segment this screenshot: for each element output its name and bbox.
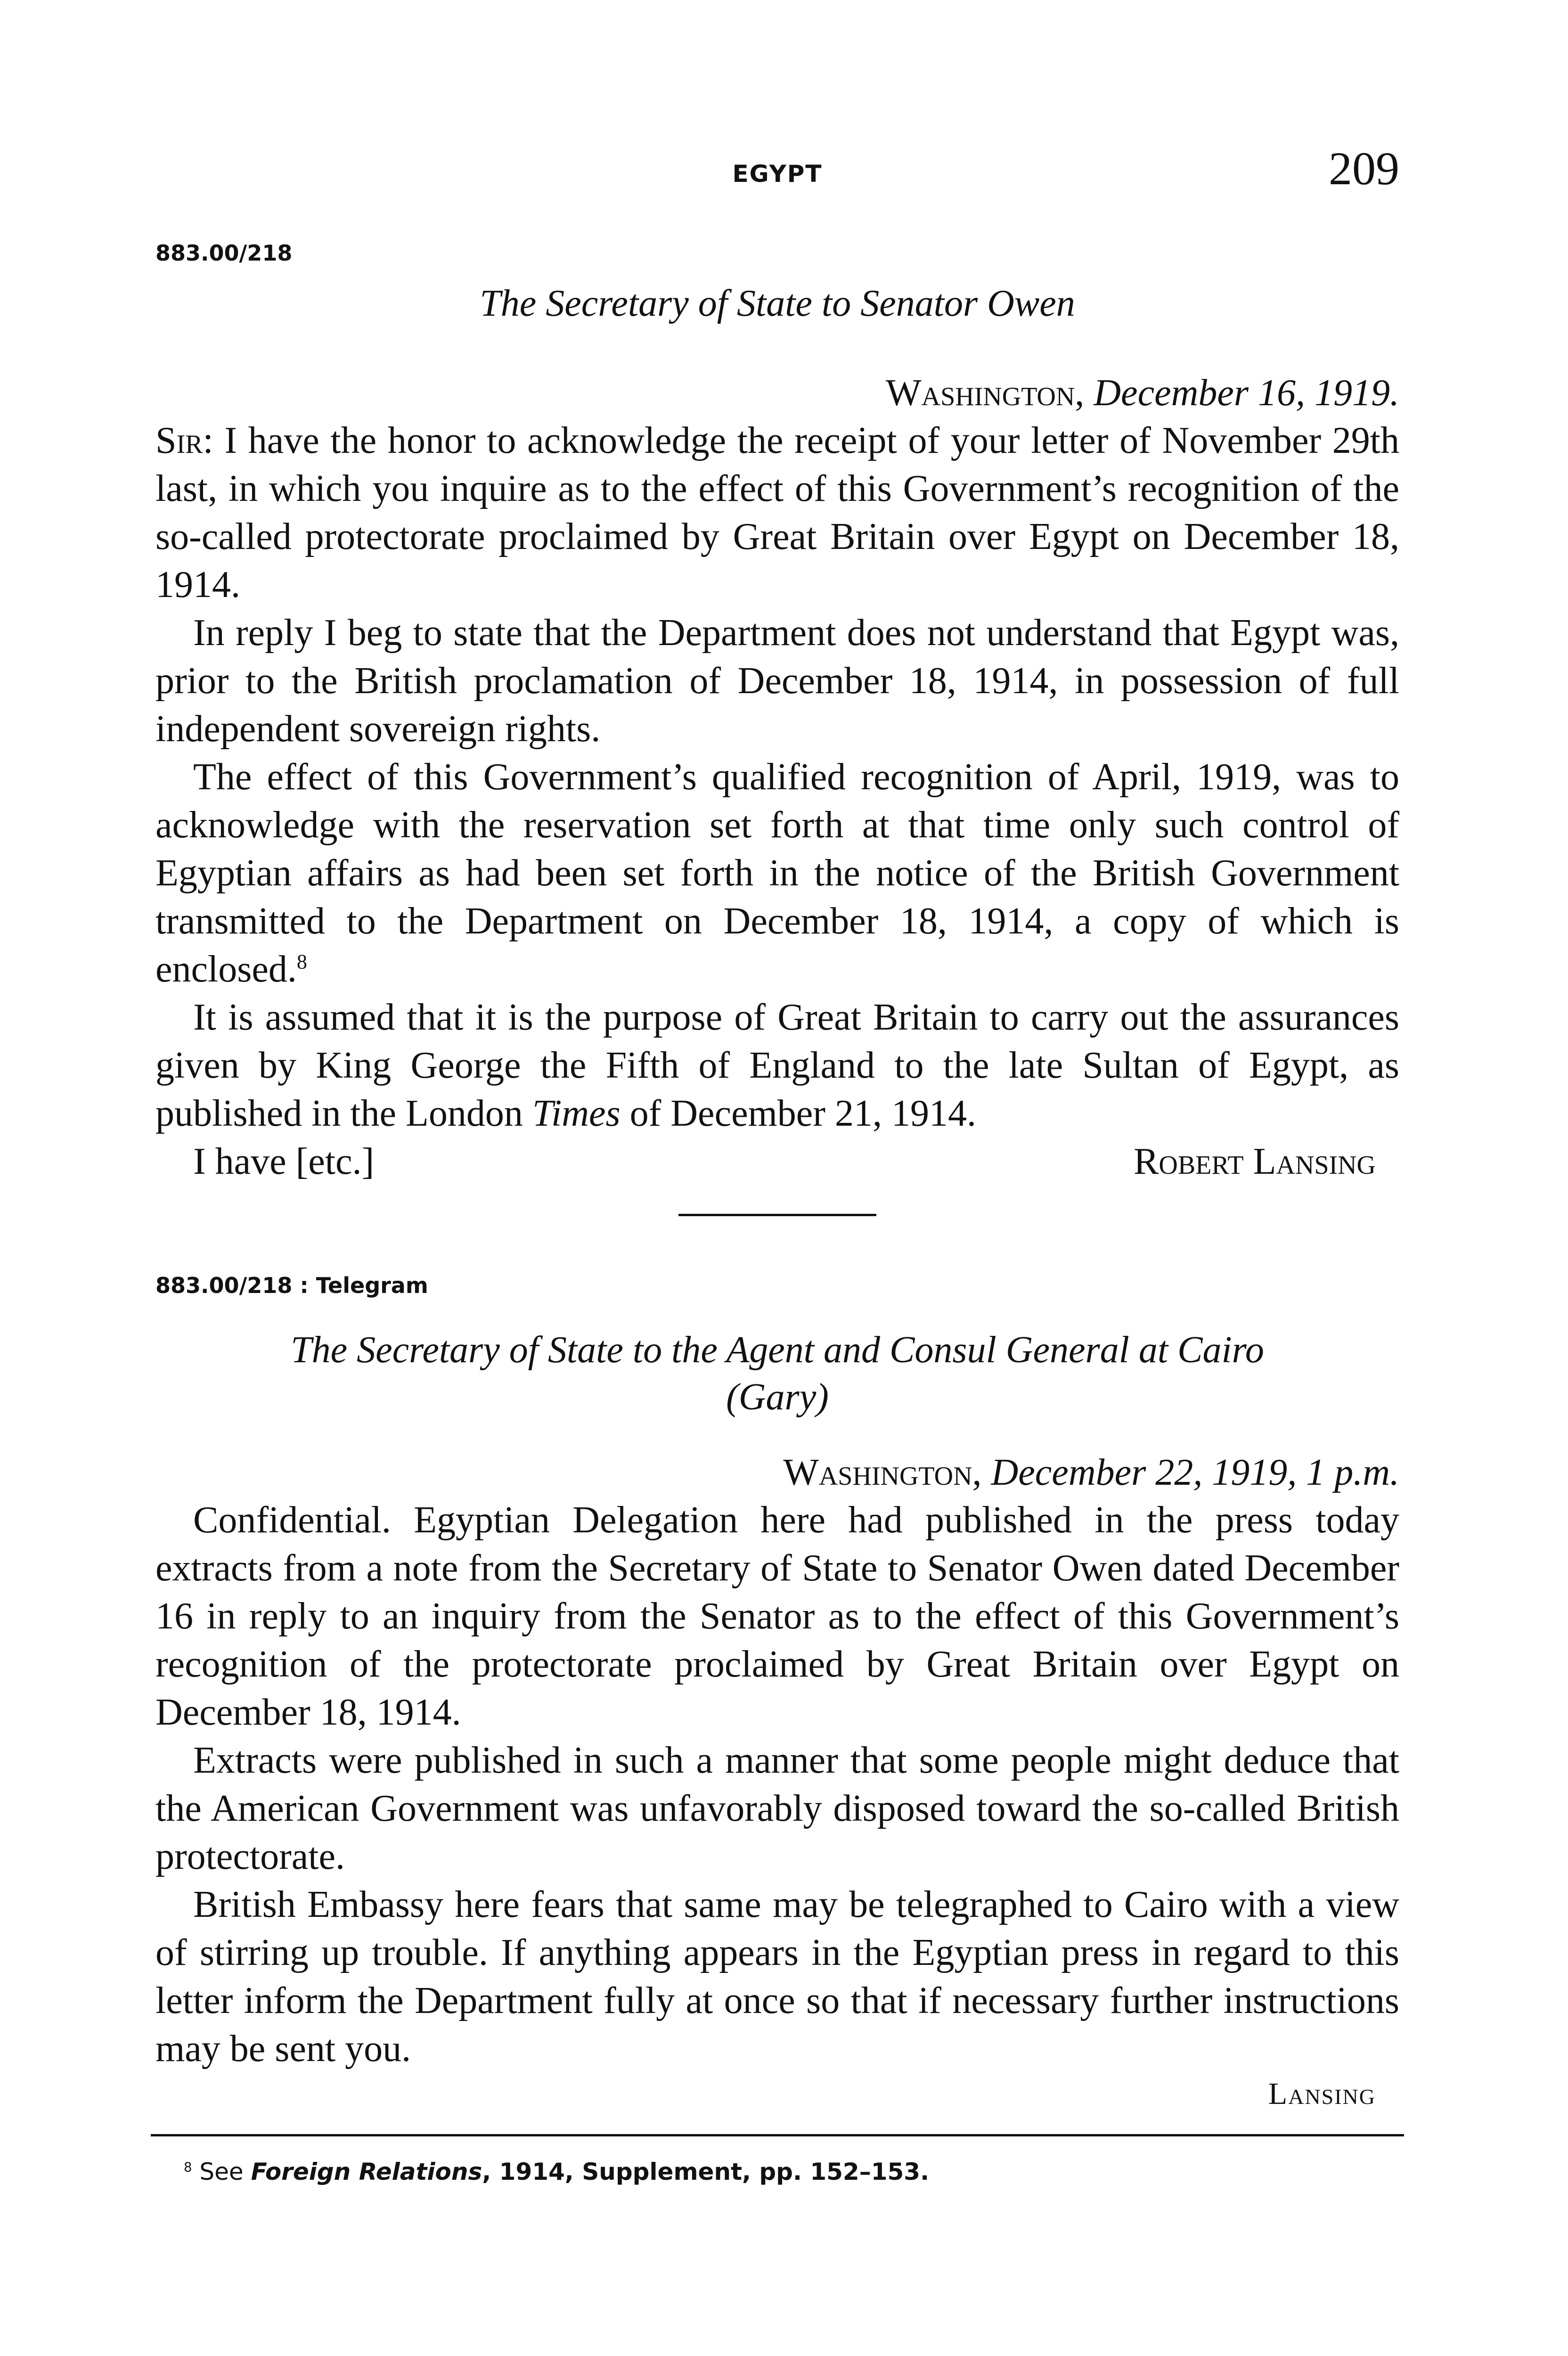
page-number: 209	[1329, 142, 1399, 195]
document-page	[155, 141, 1399, 2188]
paragraph-4-end: of December 21, 1914.	[620, 1093, 976, 1134]
paragraph-3-text: The effect of this Government’s qualified recognition of April, 1919, was to acknowledge with the reservation set forth at that time only such control of Egyptian affairs as had been set forth in the notice of the British Government transmitted to the Department on December 18, 1914, a copy of which is enclosed.	[155, 756, 1399, 990]
telegram-paragraph-1: Confidential. Egyptian Delegation here had published in the press today extracts from a note from the Secretary of State to Senator Owen dated December 16 in reply to an inquiry from the Senator as to the effect of this Government’s recognition of the protectorate proclaimed by Great Britain over Egypt on December 18, 1914.	[155, 1499, 1399, 1733]
letter-paragraph-4	[155, 993, 1399, 1137]
running-head	[155, 141, 1399, 193]
footnote-rest: Supplement, pp. 152–153.	[582, 2158, 930, 2185]
footnote-year: , 1914,	[482, 2158, 582, 2185]
paragraph-1-text: I have the honor to acknowledge the receipt of your letter of November 29th last, in which you inquire as to the effect of this Government’s recognition of the so-called protectorate proclaimed by Great Britain over Egypt on December 18, 1914.	[155, 420, 1399, 605]
dateline-date: December 16, 1919.	[1094, 372, 1399, 414]
document-title-2	[155, 1326, 1399, 1421]
footnote-source: Foreign Relations	[251, 2158, 482, 2185]
dateline-2-place: Washington,	[783, 1452, 982, 1493]
running-head-title: EGYPT	[732, 160, 823, 188]
letter-paragraph-2: In reply I beg to state that the Department does not understand that Egypt was, prior to the British proclamation of December 18, 1914, in possession of full independent sovereign rights.	[155, 612, 1399, 750]
document-title-2-line1: The Secretary of State to the Agent and Consul General at Cairo	[291, 1329, 1264, 1371]
signature-2: Lansing	[1268, 2077, 1376, 2111]
dateline-place: Washington,	[886, 372, 1085, 414]
document-title-2-line2: (Gary)	[726, 1376, 829, 1418]
dateline-2-date: December 22, 1919, 1 p.m.	[991, 1452, 1399, 1493]
closing-line	[155, 1137, 1399, 1186]
complimentary-close: I have [etc.]	[193, 1141, 375, 1182]
letter-paragraph-1	[155, 417, 1399, 609]
telegram-paragraph-2: Extracts were published in such a manner that some people might deduce that the American Government was unfavorably disposed toward the so-called British protectorate.	[155, 1740, 1399, 1877]
footnote-rule	[151, 2134, 1404, 2136]
footnote	[155, 2155, 1399, 2188]
footnote-reference: 8	[296, 950, 307, 973]
footnote-marker: 8	[184, 2160, 192, 2175]
letter-paragraph-3	[155, 753, 1399, 993]
signature-1: Robert Lansing	[1134, 1141, 1376, 1182]
file-number-1: 883.00/218	[155, 240, 293, 266]
paragraph-4-start: It is assumed that it is the purpose of Great Britain to carry out the assurances given by King George the Fifth of England to the late Sultan of Egypt, as published in the London	[155, 997, 1399, 1134]
footnote-see: See	[192, 2158, 251, 2185]
document-title-1: The Secretary of State to Senator Owen	[480, 283, 1075, 324]
section-divider	[678, 1214, 876, 1216]
telegram-paragraph-3: British Embassy here fears that same may be telegraphed to Cairo with a view of stirring up trouble. If anything appears in the Egyptian press in regard to this letter inform the Department fully at once so that if necessary further instructions may be sent you.	[155, 1884, 1399, 2070]
newspaper-title: Times	[532, 1093, 621, 1134]
dateline-1	[155, 369, 1399, 417]
salutation: Sir:	[155, 420, 213, 461]
dateline-2	[155, 1449, 1399, 1496]
file-number-2: 883.00/218 : Telegram	[155, 1273, 428, 1298]
